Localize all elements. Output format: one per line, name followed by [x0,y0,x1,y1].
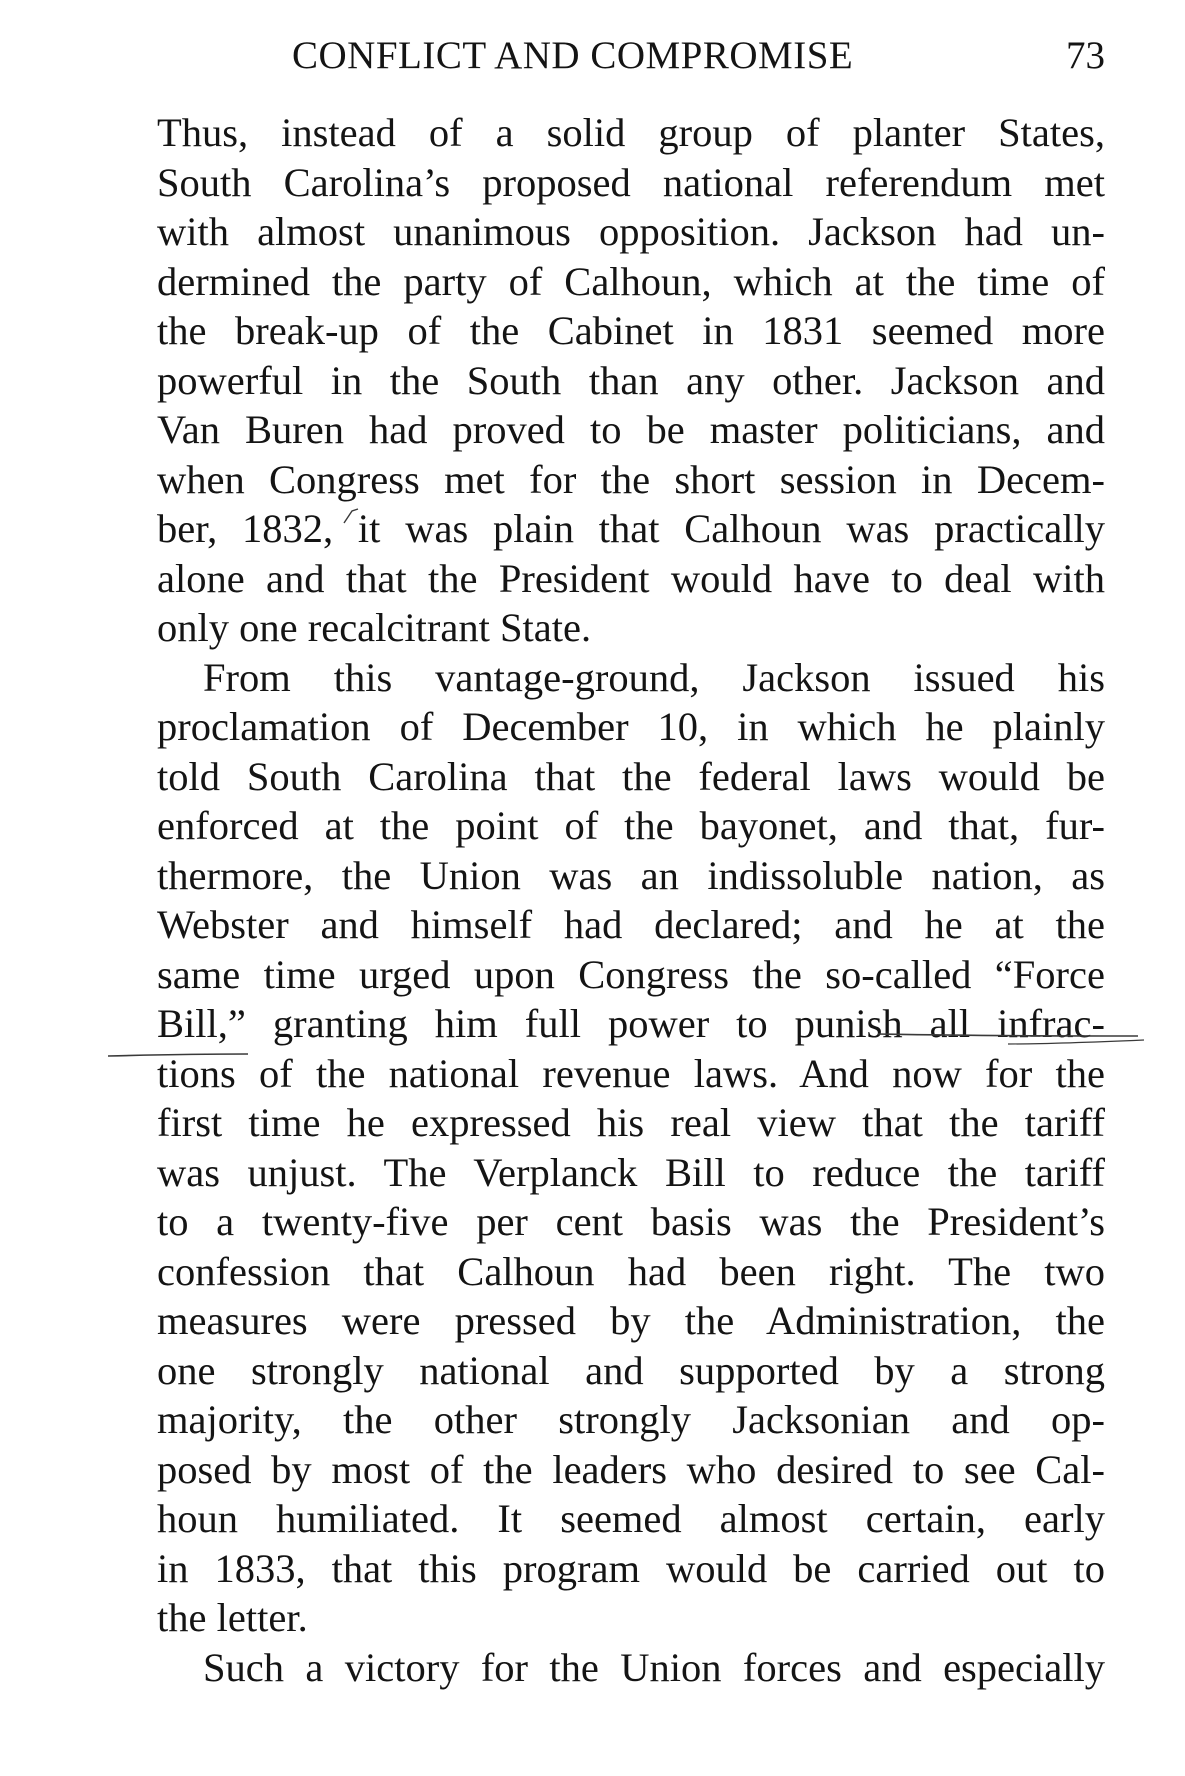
running-head [157,28,1105,84]
text-line: confession that Calhoun had been right. The two [157,1248,1105,1294]
text-line: was unjust. The Verplanck Bill to reduce the tariff [157,1149,1105,1195]
text-line: houn humiliated. It seemed almost certain, early [157,1496,1105,1541]
text-line: proclamation of December 10, in which he plainly [157,704,1105,749]
running-title: CONFLICT AND COMPROMISE [292,34,854,77]
text-line: Thus, instead of a solid group of planter States, [157,110,1105,155]
text-line: measures were pressed by the Administration, the [157,1298,1105,1343]
text-line: the letter. [157,1595,308,1640]
page-number: 73 [1066,34,1105,77]
body-text [157,108,1105,1692]
text-line: first time he expressed his real view that the tariff [157,1100,1105,1145]
text-line: with almost unanimous opposition. Jackson had un- [157,209,1105,254]
text-line: ber, 1832, it was plain that Calhoun was practically [157,506,1105,551]
text-line: told South Carolina that the federal laws would be [157,753,1105,799]
text-line: one strongly national and supported by a strong [157,1347,1105,1393]
text-line: tions of the national revenue laws. And now for the [157,1050,1105,1096]
text-line: powerful in the South than any other. Jackson and [157,357,1105,403]
text-line: majority, the other strongly Jacksonian and op- [157,1397,1105,1442]
pencil-caret-mark [340,505,370,525]
text-line: dermined the party of Calhoun, which at the time of [157,258,1105,304]
text-line: Bill,” granting him full power to punish all infrac- [157,1001,1105,1046]
pencil-underline-mark [108,1026,1144,1066]
text-line: enforced at the point of the bayonet, and that, fur- [157,803,1105,848]
text-line: Such a victory for the Union forces and especially [203,1644,1105,1690]
text-line: Webster and himself had declared; and he at the [157,902,1105,947]
text-line: when Congress met for the short session in Decem- [157,456,1105,502]
text-line: only one recalcitrant State. [157,605,592,650]
text-line: to a twenty-five per cent basis was the President’s [157,1199,1105,1244]
text-line: alone and that the President would have to deal with [157,555,1105,601]
text-line: thermore, the Union was an indissoluble nation, as [157,852,1105,898]
text-line: same time urged upon Congress the so-called “Force [157,951,1105,997]
text-line: Van Buren had proved to be master politicians, and [157,407,1105,452]
text-line: the break-up of the Cabinet in 1831 seemed more [157,308,1105,353]
text-line: From this vantage-ground, Jackson issued his [203,654,1105,700]
text-line: posed by most of the leaders who desired to see Cal- [157,1446,1105,1492]
text-line: in 1833, that this program would be carried out to [157,1545,1105,1591]
text-line: South Carolina’s proposed national referendum met [157,159,1105,205]
